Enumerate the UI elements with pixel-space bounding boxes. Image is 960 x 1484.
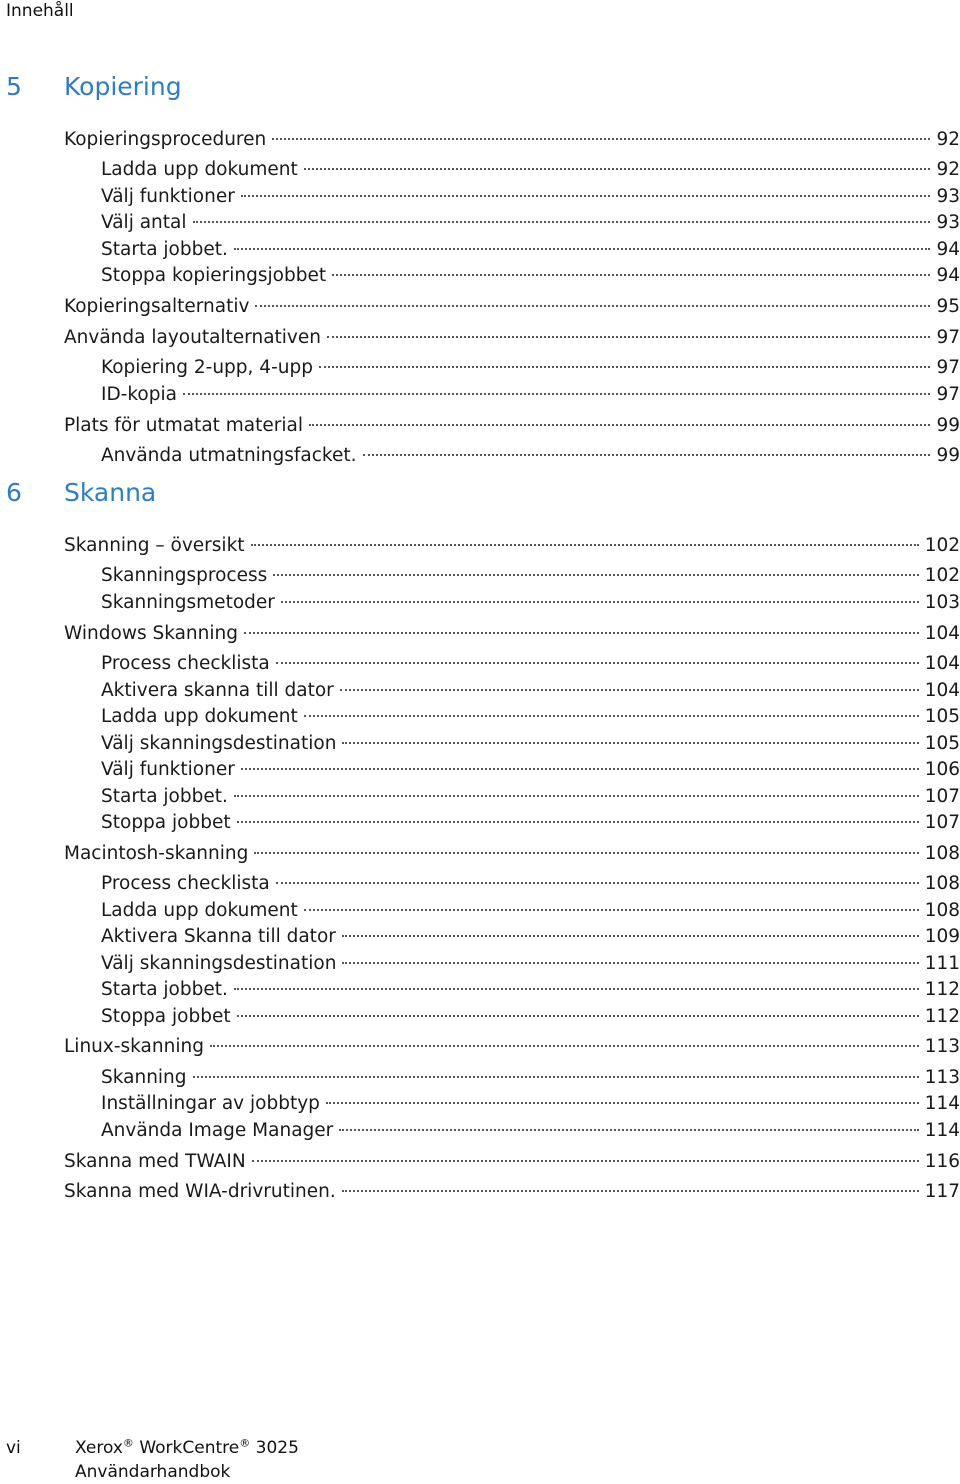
toc-entry-page: 97 [936,384,960,405]
dot-leader [251,525,919,551]
toc-entry[interactable] [101,202,960,233]
toc-entry[interactable] [101,347,960,378]
toc-entry-label: Skanning – översikt [64,535,245,556]
toc-entry[interactable] [101,996,960,1027]
toc-entry-label: Starta jobbet. [101,786,228,807]
footer-model: 3025 [255,1438,299,1458]
toc-entry-label: Använda Image Manager [101,1120,334,1141]
dot-leader [272,119,930,145]
dot-leader [342,916,919,942]
toc-entry[interactable] [101,1110,960,1141]
toc-entry-label: Skanning [101,1067,187,1088]
toc-entry-label: Aktivera Skanna till dator [101,926,336,947]
toc-entry-label: Använda utmatningsfacket. [101,445,357,466]
toc-entry[interactable] [101,374,960,405]
toc-entry-page: 107 [924,812,960,833]
dot-leader [363,435,931,461]
toc-entry-label: Macintosh-skanning [64,843,249,864]
dot-leader [255,286,930,312]
toc-entry-label: Starta jobbet. [101,979,228,1000]
toc-entry-page: 112 [924,979,960,1000]
dot-leader [234,969,919,995]
toc-entry[interactable] [101,435,960,466]
toc-entry-page: 106 [924,759,960,780]
toc-entry-label: Skanna med TWAIN [64,1151,246,1172]
footer-page-number: vi [6,1438,21,1458]
dot-leader [281,582,919,608]
chapter-number: 6 [6,478,22,507]
toc-entry[interactable] [101,776,960,807]
dot-leader [193,202,931,228]
toc-entry-label: Windows Skanning [64,623,238,644]
toc-entry-label: Ladda upp dokument [101,706,298,727]
toc-entry-label: Använda layoutalternativen [64,327,321,348]
toc-entry-label: Kopiering 2-upp, 4-upp [101,357,313,378]
toc-entry-label: Plats för utmatat material [64,415,304,436]
dot-leader [237,802,919,828]
dot-leader [252,1141,919,1167]
toc-entry[interactable] [101,176,960,207]
toc-entry[interactable] [64,613,960,644]
toc-entry-page: 92 [936,159,960,180]
toc-entry-page: 93 [936,212,960,233]
dot-leader [304,149,931,175]
toc-entry[interactable] [101,670,960,701]
toc-entry-page: 99 [936,415,960,436]
toc-entry-label: Inställningar av jobbtyp [101,1093,320,1114]
toc-entry-label: Skanningsprocess [101,565,268,586]
dot-leader [234,229,931,255]
dot-leader [339,1110,918,1136]
dot-leader [342,723,918,749]
toc-entry-page: 111 [924,953,960,974]
toc-entry-page: 94 [936,265,960,286]
dot-leader [342,1171,919,1197]
toc-entry-page: 102 [924,535,960,556]
toc-entry-page: 103 [924,592,960,613]
dot-leader [276,643,919,669]
toc-entry-label: Välj funktioner [101,186,235,207]
dot-leader [234,776,919,802]
toc-entry[interactable] [101,1083,960,1114]
dot-leader [327,317,930,343]
toc-entry[interactable] [64,1141,960,1172]
dot-leader [241,176,931,202]
toc-entry-label: Stoppa jobbet [101,812,231,833]
toc-entry-label: Process checklista [101,653,270,674]
toc-entry[interactable] [101,255,960,286]
toc-entry-page: 108 [924,900,960,921]
toc-entry[interactable] [101,555,960,586]
dot-leader [276,863,919,889]
dot-leader [244,613,919,639]
toc-entry-page: 94 [936,239,960,260]
toc-entry-page: 116 [924,1151,960,1172]
dot-leader [193,1057,919,1083]
chapter-heading [0,476,960,510]
toc-entry[interactable] [64,405,960,436]
toc-entry[interactable] [101,1057,960,1088]
toc-entry-page: 92 [936,129,960,150]
toc-entry[interactable] [101,229,960,260]
dot-leader [342,943,918,969]
toc-entry[interactable] [101,863,960,894]
toc-entry-page: 109 [924,926,960,947]
toc-entry[interactable] [64,525,960,556]
toc-entry[interactable] [64,1171,960,1202]
footer-brand: Xerox [75,1438,123,1458]
toc-entry[interactable] [101,643,960,674]
toc-entry-page: 99 [936,445,960,466]
toc-entry-label: Process checklista [101,873,270,894]
dot-leader [241,749,919,775]
toc-entry-page: 113 [924,1067,960,1088]
toc-entry[interactable] [64,1026,960,1057]
toc-entry-label: Starta jobbet. [101,239,228,260]
toc-entry-label: Skanningsmetoder [101,592,275,613]
dot-leader [273,555,918,581]
chapter-number: 5 [6,72,22,101]
toc-entry-page: 93 [936,186,960,207]
toc-entry-page: 117 [924,1181,960,1202]
toc-entry-page: 113 [924,1036,960,1057]
footer-guide-title: Användarhandbok [75,1462,231,1482]
registered-mark-2: ® [239,1436,251,1450]
dot-leader [304,890,919,916]
toc-entry[interactable] [64,286,960,317]
toc-entry[interactable] [101,723,960,754]
toc-entry[interactable] [101,749,960,780]
toc-entry-page: 108 [924,873,960,894]
toc-entry-page: 107 [924,786,960,807]
toc-entry[interactable] [64,833,960,864]
toc-entry[interactable] [101,802,960,833]
toc-entry-label: Kopieringsalternativ [64,296,250,317]
toc-entry[interactable] [101,582,960,613]
toc-entry-label: Skanna med WIA-drivrutinen. [64,1181,336,1202]
toc-entry[interactable] [101,969,960,1000]
toc-entry[interactable] [64,317,960,348]
toc-entry[interactable] [101,943,960,974]
toc-entry[interactable] [101,916,960,947]
toc-entry-label: Välj antal [101,212,187,233]
toc-entry[interactable] [101,149,960,180]
chapter-heading [0,70,960,104]
toc-entry[interactable] [101,696,960,727]
dot-leader [237,996,919,1022]
toc-entry-page: 102 [924,565,960,586]
toc-entry-page: 104 [924,653,960,674]
footer-product: WorkCentre [139,1438,240,1458]
toc-entry-label: Aktivera skanna till dator [101,680,334,701]
registered-mark-1: ® [122,1436,134,1450]
toc-entry-page: 95 [936,296,960,317]
toc-entry-page: 112 [924,1006,960,1027]
toc-entry-label: ID-kopia [101,384,177,405]
toc-entry-page: 105 [924,706,960,727]
dot-leader [319,347,930,373]
toc-entry-label: Välj skanningsdestination [101,733,337,754]
running-header: Innehåll [6,1,74,21]
toc-entry-label: Linux-skanning [64,1036,204,1057]
toc-entry-page: 108 [924,843,960,864]
toc-entry-label: Välj funktioner [101,759,235,780]
toc-entry-page: 97 [936,357,960,378]
toc-entry-page: 104 [924,680,960,701]
toc-entry-page: 114 [924,1093,960,1114]
dot-leader [210,1026,919,1052]
dot-leader [183,374,930,400]
toc-entry-page: 114 [924,1120,960,1141]
toc-entry-label: Stoppa jobbet [101,1006,231,1027]
toc-entry-page: 105 [924,733,960,754]
dot-leader [309,405,930,431]
toc-entry[interactable] [64,119,960,150]
dot-leader [340,670,919,696]
toc-entry-label: Stoppa kopieringsjobbet [101,265,327,286]
dot-leader [326,1083,919,1109]
toc-entry[interactable] [101,890,960,921]
chapter-title[interactable]: Kopiering [64,72,182,101]
dot-leader [332,255,930,281]
toc-entry-label: Välj skanningsdestination [101,953,337,974]
toc-entry-page: 104 [924,623,960,644]
footer-product-name [75,1436,299,1460]
dot-leader [254,833,918,859]
chapter-title[interactable]: Skanna [64,478,157,507]
toc-entry-label: Kopieringsproceduren [64,129,267,150]
toc-entry-label: Ladda upp dokument [101,900,298,921]
dot-leader [304,696,919,722]
toc-entry-page: 97 [936,327,960,348]
toc-entry-label: Ladda upp dokument [101,159,298,180]
